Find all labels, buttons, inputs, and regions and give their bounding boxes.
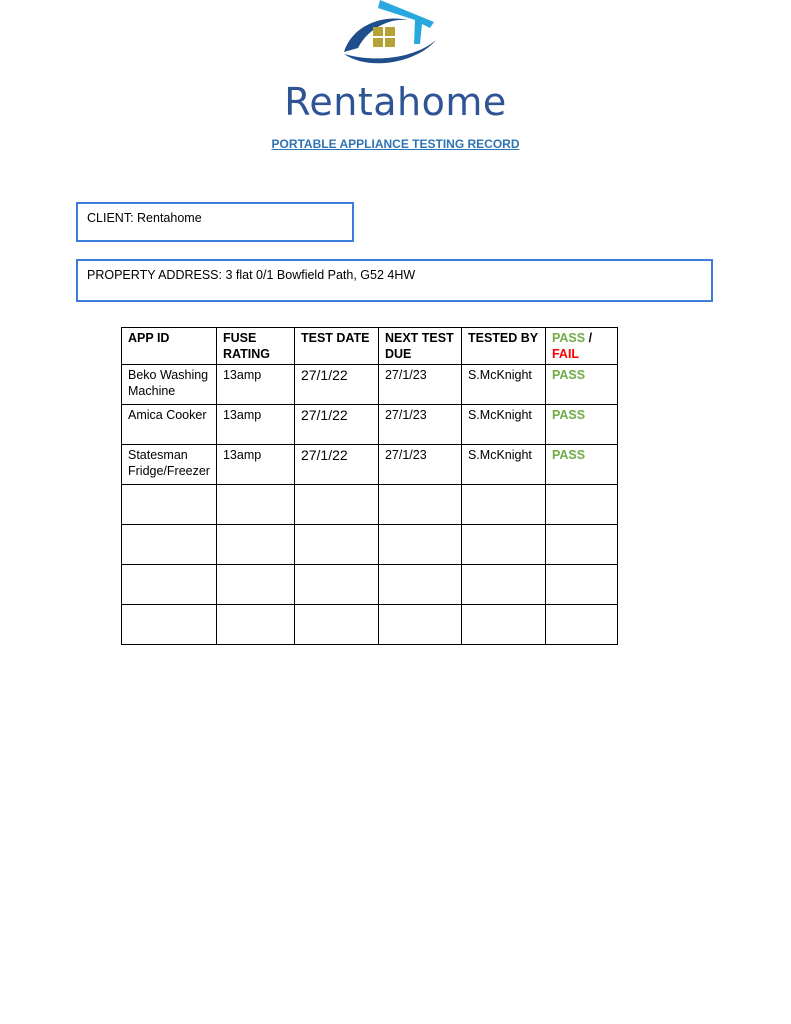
cell-test-date: 27/1/22 bbox=[294, 405, 378, 445]
empty-cell bbox=[378, 525, 461, 565]
table-row-empty bbox=[122, 525, 618, 565]
header-app-id: APP ID bbox=[122, 328, 217, 365]
empty-cell bbox=[216, 485, 294, 525]
cell-tested-by: S.McKnight bbox=[461, 405, 545, 445]
empty-cell bbox=[545, 525, 617, 565]
empty-cell bbox=[122, 605, 217, 645]
cell-fuse-rating: 13amp bbox=[216, 365, 294, 405]
empty-cell bbox=[461, 485, 545, 525]
cell-fuse-rating: 13amp bbox=[216, 445, 294, 485]
client-value: Rentahome bbox=[137, 211, 202, 225]
empty-cell bbox=[294, 565, 378, 605]
empty-cell bbox=[545, 565, 617, 605]
empty-cell bbox=[294, 525, 378, 565]
table-row-empty bbox=[122, 605, 618, 645]
empty-cell bbox=[378, 605, 461, 645]
cell-next-test-due: 27/1/23 bbox=[378, 365, 461, 405]
empty-cell bbox=[122, 485, 217, 525]
cell-next-test-due: 27/1/23 bbox=[378, 445, 461, 485]
cell-result: PASS bbox=[545, 405, 617, 445]
table-row bbox=[122, 365, 618, 405]
header-pass-label: PASS bbox=[551, 331, 586, 345]
header-tested-by: TESTED BY bbox=[461, 328, 545, 365]
empty-cell bbox=[545, 605, 617, 645]
cell-result: PASS bbox=[545, 365, 617, 405]
property-address-box bbox=[76, 259, 713, 302]
table-row bbox=[122, 445, 618, 485]
cell-app-id: Beko Washing Machine bbox=[122, 365, 217, 405]
empty-cell bbox=[461, 605, 545, 645]
empty-cell bbox=[216, 605, 294, 645]
brand-name: Rentahome bbox=[284, 80, 507, 124]
header-next-test-due: NEXT TEST DUE bbox=[378, 328, 461, 365]
table-row-empty bbox=[122, 565, 618, 605]
document-title: PORTABLE APPLIANCE TESTING RECORD bbox=[271, 137, 520, 151]
empty-cell bbox=[378, 565, 461, 605]
cell-app-id: Amica Cooker bbox=[122, 405, 217, 445]
empty-cell bbox=[216, 565, 294, 605]
header-pass-fail bbox=[545, 328, 617, 365]
cell-tested-by: S.McKnight bbox=[461, 365, 545, 405]
cell-app-id: Statesman Fridge/Freezer bbox=[122, 445, 217, 485]
table-row bbox=[122, 405, 618, 445]
house-logo-icon bbox=[340, 0, 440, 72]
empty-cell bbox=[378, 485, 461, 525]
client-label: CLIENT: bbox=[87, 211, 134, 225]
empty-cell bbox=[461, 525, 545, 565]
cell-test-date: 27/1/22 bbox=[294, 365, 378, 405]
empty-cell bbox=[122, 525, 217, 565]
cell-fuse-rating: 13amp bbox=[216, 405, 294, 445]
empty-cell bbox=[216, 525, 294, 565]
client-box bbox=[76, 202, 354, 242]
empty-cell bbox=[461, 565, 545, 605]
empty-cell bbox=[294, 605, 378, 645]
appliance-test-table bbox=[121, 327, 618, 645]
empty-cell bbox=[122, 565, 217, 605]
cell-result: PASS bbox=[545, 445, 617, 485]
property-address-label: PROPERTY ADDRESS: bbox=[87, 268, 222, 282]
header-test-date: TEST DATE bbox=[294, 328, 378, 365]
cell-test-date: 27/1/22 bbox=[294, 445, 378, 485]
cell-next-test-due: 27/1/23 bbox=[378, 405, 461, 445]
header-fail-label: FAIL bbox=[551, 347, 580, 361]
empty-cell bbox=[545, 485, 617, 525]
header-slash: / bbox=[585, 331, 593, 345]
property-address-value: 3 flat 0/1 Bowfield Path, G52 4HW bbox=[225, 268, 416, 282]
empty-cell bbox=[294, 485, 378, 525]
header-fuse-rating: FUSE RATING bbox=[216, 328, 294, 365]
cell-tested-by: S.McKnight bbox=[461, 445, 545, 485]
table-row-empty bbox=[122, 485, 618, 525]
table-header-row bbox=[122, 328, 618, 365]
